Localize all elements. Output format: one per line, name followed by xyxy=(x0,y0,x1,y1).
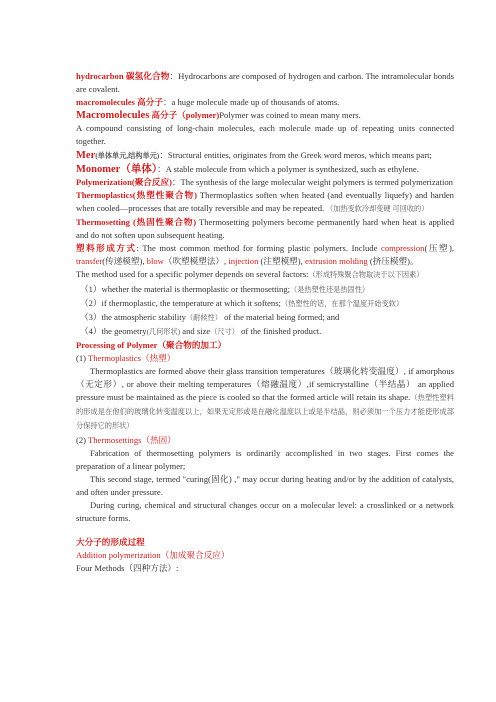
forming-end: 。 xyxy=(409,256,419,267)
thermosettings-p3: During curing, chemical and structural changes occur on a molecular level: a crosslinked or a network structure forms. xyxy=(76,500,454,524)
processing-thermoplastics-paragraph xyxy=(76,365,454,433)
factors-intro xyxy=(76,268,454,282)
thermoplastics-label-num: (1) xyxy=(76,352,89,363)
def-macromolecules xyxy=(76,96,454,109)
def-monomer-text: ：A stable molecule from which a polymer is synthesized, such as ethylene. xyxy=(157,163,419,174)
thermosettings-label-note: （热固） xyxy=(141,434,176,445)
factor-4-note: (几何形状) xyxy=(146,327,181,336)
term-thermoplastics: Thermoplastics(热塑性聚合物) xyxy=(76,189,197,200)
factor-item-1 xyxy=(76,283,454,297)
term-mer-cn: (单体单元,结构单元) xyxy=(95,151,160,160)
factor-item-4 xyxy=(76,325,454,339)
forming-compression: compression xyxy=(381,243,425,254)
factor-4-text-b: and size xyxy=(180,325,211,336)
factor-3-text-b: of the material being formed; and xyxy=(221,311,340,322)
factor-item-2 xyxy=(76,297,454,311)
processing-heading: Processing of Polymer（聚合物的加工） xyxy=(76,339,227,350)
factor-2-text: （2）if thermoplastic, the temperature at which it softens; xyxy=(80,297,281,308)
def-macromolecules-2-text: Polymer was coined to mean many mers. xyxy=(219,110,361,121)
term-macromolecules: macromolecules 高分子 xyxy=(76,97,163,108)
factors-intro-text: The method used for a specific polymer depends on several factors: xyxy=(76,269,309,280)
forming-extrusion-note: (挤压模塑) xyxy=(367,256,410,267)
forming-injection: injection xyxy=(228,256,259,267)
def-polymerization xyxy=(76,176,454,189)
def-hydrocarbon xyxy=(76,70,454,96)
def-forming-methods xyxy=(76,242,454,268)
section-gap xyxy=(76,525,454,536)
factor-4-text-c: of the finished product. xyxy=(238,325,322,336)
term-monomer: Monomer（单体） xyxy=(76,163,158,175)
term-mer: Mer xyxy=(76,149,96,161)
def-hydrocarbon-text: ：Hydrocarbons are composed of hydrogen and carbon. The intramolecular bonds are covalent. xyxy=(76,71,454,95)
def-mer xyxy=(76,149,454,163)
term-forming: 塑料形成方式 xyxy=(76,243,137,254)
forming-sep-4: , xyxy=(300,256,305,267)
thermosettings-label-num: (2) xyxy=(76,434,89,445)
factor-3-note: （耐候性） xyxy=(185,313,222,322)
factor-1-text: （1）whether the material is thermoplastic or thermosetting; xyxy=(80,283,291,294)
def-monomer xyxy=(76,163,454,176)
def-thermoplastics-text: Thermoplastics soften when heated (and eventually liquefy) and harden when cooled—processes that are totally reversible and may be repeated. xyxy=(76,189,454,213)
forming-lead: : The most common method for forming plastic polymers. Include xyxy=(136,243,382,254)
processing-thermosettings-label xyxy=(76,434,454,447)
thermosettings-label: Thermosettings xyxy=(88,434,142,445)
def-thermosetting-text: Thermosetting polymers become permanently hard when heat is applied and do not soften upon subsequent heating. xyxy=(76,217,454,241)
def-macromolecules-text: ：a huge molecule made up of thousands of atoms. xyxy=(162,97,340,108)
factor-4-text-a: （4）the geometry xyxy=(80,325,147,336)
factor-1-note: （是热塑性还是热固性） xyxy=(290,285,370,294)
forming-compression-note: (压塑) xyxy=(424,243,452,254)
forming-sep-2: , xyxy=(142,256,147,267)
factor-item-3 xyxy=(76,311,454,325)
def-thermosetting xyxy=(76,216,454,242)
def-thermoplastics xyxy=(76,189,454,216)
def-thermoplastics-note: （加热变软冷却变硬 可回收的） xyxy=(324,204,429,213)
term-thermosetting: Thermosetting (热固性聚合物) xyxy=(76,217,197,228)
thermosettings-p2: This second stage, termed "curing(固化) ," may occur during heating and/or by the addition of catalysts, and often under pressure. xyxy=(76,473,454,497)
processing-thermoplastics-label xyxy=(76,352,454,365)
factor-3-text-a: （3）the atmospheric stability xyxy=(80,311,186,322)
thermoplastics-p1: Thermoplastics are formed above their glass transition temperatures（玻璃化转变温度）, if amorphous（无定形）, or above their melting temperatures（熔融温度）,if semicrystalline（半结晶） an applied pressure must be maintained as the piece is cooled so that the formed article will retain its shape. xyxy=(76,366,454,403)
forming-sep-3: , xyxy=(224,256,229,267)
forming-extrusion: extrusion molding xyxy=(304,256,368,267)
forming-transfer-note: (传递模塑) xyxy=(102,256,143,267)
def-compound: A compound consisting of long-chain molecules, each molecule made up of repeating units connected together. xyxy=(76,123,454,147)
formation-heading: 大分子的形成过程 xyxy=(76,537,145,548)
term-macromolecules-2: Macromolecules xyxy=(76,110,150,122)
def-mer-text: ：Structural entities, originates from the Greek word meros, which means part; xyxy=(159,149,432,160)
forming-injection-note: (注塑模塑) xyxy=(258,256,301,267)
factor-4-note-2: （尺寸） xyxy=(210,327,239,336)
def-macromolecules-polymer xyxy=(76,109,454,122)
thermoplastics-p1-note: （热塑性塑料的形成是在他们的玻璃化转变温度以上，如果无定形或是在融化温度以上或是半结晶，则必须加一个压力才能使形成部分保持它的形状） xyxy=(76,394,454,431)
addition-polymerization xyxy=(76,549,454,562)
forming-sep-1: , xyxy=(451,243,454,254)
four-methods: Four Methods（四种方法）: xyxy=(76,563,179,574)
def-polymerization-text: ：The synthesis of the large molecular weight polymers is termed polymerization xyxy=(171,176,453,187)
forming-transfer: transfer xyxy=(76,256,103,267)
addition-label: Addition polymerization xyxy=(76,550,161,561)
addition-note: （加成聚合反应） xyxy=(160,550,230,561)
forming-blow: blow xyxy=(146,256,164,267)
term-macromolecules-2-cn: 高分子（polymer) xyxy=(149,110,220,121)
term-polymerization: Polymerization(聚合反应) xyxy=(76,176,172,187)
factor-2-note: （热塑性的话，在那个温度开始变软） xyxy=(280,299,404,308)
factors-intro-note: （形成特殊聚合物取决于以下因素） xyxy=(308,271,424,280)
thermoplastics-label: Thermoplastics xyxy=(88,352,141,363)
forming-blow-note: （吹塑模塑法） xyxy=(163,256,225,267)
thermosettings-p1: Fabrication of thermosetting polymers is ordinarily accomplished in two stages. First comes the preparation of a linear polymer; xyxy=(76,447,454,471)
document-body xyxy=(76,70,454,575)
term-hydrocarbon: hydrocarbon 碳氢化合物 xyxy=(76,71,170,81)
thermoplastics-label-note: （热塑） xyxy=(141,352,176,363)
